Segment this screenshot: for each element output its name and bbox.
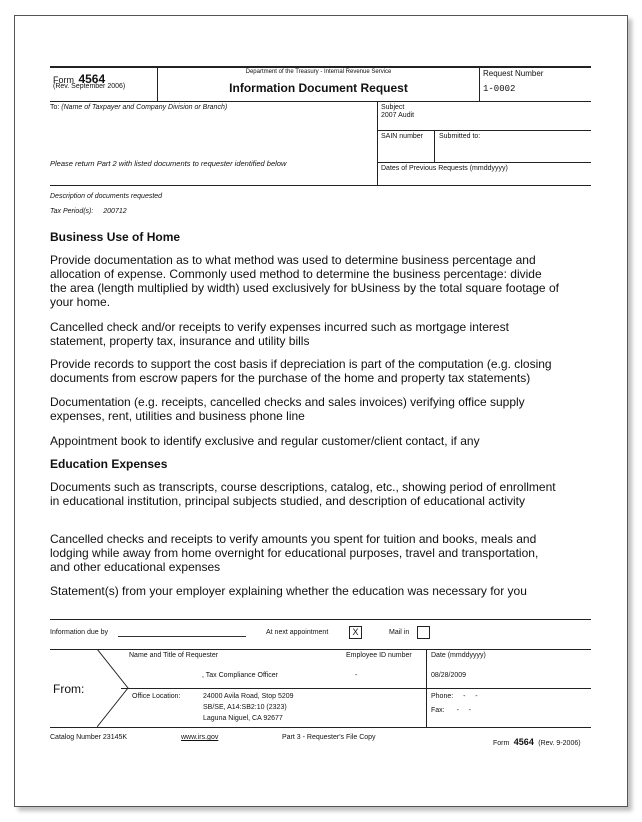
- to-block-bottom-rule: [50, 185, 591, 186]
- fax-line: [431, 707, 471, 714]
- sain-label: SAIN number: [381, 133, 424, 140]
- footer-form-word: Form: [493, 740, 510, 747]
- header-top-rule: [50, 66, 591, 68]
- home-paragraph-4: Documentation (e.g. receipts, cancelled checks and sales invoices) verifying office supply expenses, rent, utilities and business phone line: [50, 395, 525, 423]
- tax-period-value: 200712: [103, 208, 127, 215]
- to-subject-divider: [377, 101, 378, 185]
- subject-bottom-rule: [377, 130, 591, 131]
- request-number-label: Request Number: [483, 69, 544, 78]
- section-title-education: Education Expenses: [50, 457, 168, 471]
- request-number-value: 1-0002: [483, 84, 516, 94]
- home-paragraph-1: Provide documentation as to what method was used to determine business percentage and allocation of expense. Commonly used method to determine the business percentage: divide the area (length multiplied by width) used exclusively for bUsiness by the total square footage of your home.: [50, 253, 559, 309]
- date-label: Date (mmddyyyy): [431, 652, 486, 659]
- form-number: 4564: [78, 72, 106, 86]
- office-line-1: 24000 Avila Road, Stop 5209: [203, 693, 294, 700]
- from-bottom-rule: [50, 727, 591, 728]
- subject-label: Subject: [381, 104, 405, 111]
- to-label: To:: [50, 104, 60, 111]
- education-paragraph-2: Cancelled checks and receipts to verify amounts you spent for tuition and books, meals and lodging while away from home overnight for educational purposes, travel and transportation, and other educational expenses: [50, 532, 539, 574]
- sain-divider: [434, 130, 435, 162]
- footer-form-number: 4564: [513, 737, 534, 747]
- mail-in-label: Mail in: [389, 629, 410, 636]
- mail-in-checkbox[interactable]: [417, 626, 430, 639]
- footer-revision: (Rev. 9-2006): [538, 740, 581, 747]
- office-location-label: Office Location:: [132, 693, 181, 700]
- tax-period-line: [50, 208, 127, 215]
- form-revision: (Rev. September 2006): [53, 83, 126, 90]
- subject-value: 2007 Audit: [381, 112, 415, 119]
- form-page: [14, 15, 628, 807]
- to-label-line: [50, 104, 227, 111]
- from-middle-rule: [121, 688, 591, 689]
- education-paragraph-3: Statement(s) from your employer explaining whether the education was necessary for you: [50, 584, 527, 598]
- office-line-2: SB/SE, A14:SB2:10 (2323): [203, 704, 287, 711]
- irs-website-link[interactable]: www.irs.gov: [181, 734, 219, 741]
- tax-period-label: Tax Period(s):: [50, 208, 94, 215]
- home-paragraph-2: Cancelled check and/or receipts to verify expenses incurred such as mortgage interest statement, property tax, insurance and utility bills: [50, 320, 509, 348]
- info-due-label: Information due by: [50, 629, 108, 636]
- phone-label: Phone:: [431, 693, 454, 700]
- department-name: Department of the Treasury - Internal Revenue Service: [245, 69, 392, 75]
- home-paragraph-5: Appointment book to identify exclusive and regular customer/client contact, if any: [50, 434, 480, 448]
- header-bottom-rule: [50, 101, 591, 102]
- name-title-value: , Tax Compliance Officer: [202, 672, 278, 679]
- office-line-3: Laguna Niguel, CA 92677: [203, 715, 283, 722]
- name-title-label: Name and Title of Requester: [129, 652, 219, 659]
- date-value: 08/28/2009: [431, 672, 467, 679]
- fax-label: Fax:: [431, 707, 445, 714]
- previous-dates-label: Dates of Previous Requests (mmddyyyy): [381, 165, 508, 172]
- header-divider-right: [479, 66, 480, 101]
- footer-form-id: [493, 732, 581, 750]
- due-top-rule: [50, 619, 591, 620]
- employee-id-label: Employee ID number: [346, 652, 412, 659]
- part-label: Part 3 - Requester's File Copy: [282, 734, 376, 741]
- submitted-to-label: Submitted to:: [439, 133, 481, 140]
- info-due-field[interactable]: [118, 636, 246, 637]
- from-top-rule: [50, 649, 591, 650]
- fax-value: - -: [456, 707, 471, 714]
- home-paragraph-3: Provide records to support the cost basis if depreciation is part of the computation (e.g. closing documents from escrow papers for the purchase of the home and property tax statements): [50, 357, 552, 385]
- from-label: From:: [53, 682, 85, 696]
- phone-line: [431, 693, 478, 700]
- employee-id-value: -: [355, 672, 358, 679]
- catalog-number: Catalog Number 23145K: [50, 734, 128, 741]
- phone-value: - -: [463, 693, 478, 700]
- sain-bottom-rule: [377, 162, 591, 163]
- next-appointment-checkbox[interactable]: X: [349, 626, 362, 639]
- return-note: Please return Part 2 with listed documents to requester identified below: [50, 159, 287, 168]
- education-paragraph-1: Documents such as transcripts, course descriptions, catalog, etc., showing period of enrollment in educational institution, principal subjects studied, and description of educational activity: [50, 480, 556, 508]
- form-word: Form: [53, 75, 74, 85]
- description-label: Description of documents requested: [50, 193, 163, 200]
- to-hint: (Name of Taxpayer and Company Division or Branch): [61, 104, 228, 111]
- next-appointment-label: At next appointment: [266, 629, 329, 636]
- form-title: Information Document Request: [229, 81, 408, 95]
- section-title-home: Business Use of Home: [50, 230, 181, 244]
